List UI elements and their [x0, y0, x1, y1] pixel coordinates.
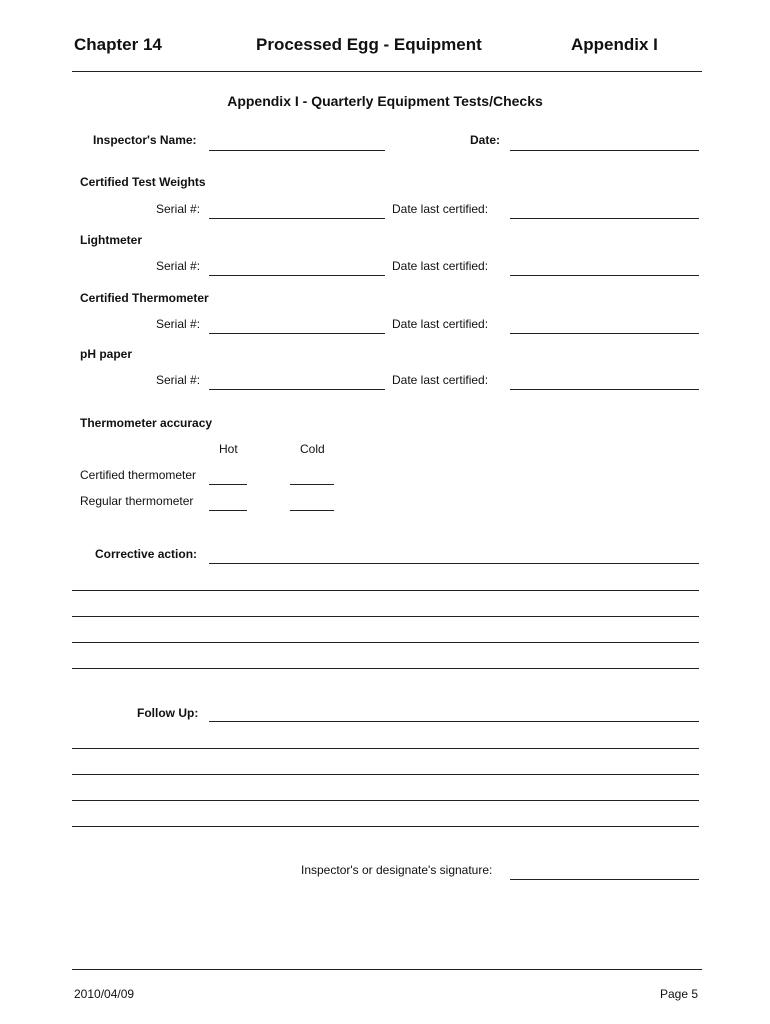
serial-label: Serial #:: [156, 317, 201, 331]
page-number: Page 5: [660, 987, 699, 1001]
follow-up-line[interactable]: [72, 800, 699, 801]
header-divider: [72, 71, 702, 72]
date-certified-field[interactable]: [510, 389, 699, 390]
cold-reading-field[interactable]: [290, 484, 334, 485]
equipment-name: Certified Thermometer: [80, 291, 209, 305]
follow-up-field[interactable]: [209, 721, 699, 722]
follow-up-line[interactable]: [72, 826, 699, 827]
date-certified-field[interactable]: [510, 333, 699, 334]
serial-label: Serial #:: [156, 373, 201, 387]
accuracy-row-label: Regular thermometer: [80, 494, 194, 508]
corrective-action-line[interactable]: [72, 590, 699, 591]
equipment-name: pH paper: [80, 347, 133, 361]
signature-label: Inspector's or designate's signature:: [301, 863, 493, 877]
follow-up-line[interactable]: [72, 748, 699, 749]
inspection-date-field[interactable]: [510, 150, 699, 151]
hot-column-header: Hot: [219, 442, 238, 456]
cold-reading-field[interactable]: [290, 510, 334, 511]
accuracy-row-label: Certified thermometer: [80, 468, 197, 482]
serial-label: Serial #:: [156, 202, 201, 216]
cold-column-header: Cold: [300, 442, 325, 456]
form-title: Appendix I - Quarterly Equipment Tests/Checks: [227, 93, 543, 109]
date-certified-label: Date last certified:: [392, 373, 489, 387]
serial-field[interactable]: [209, 389, 385, 390]
corrective-action-label: Corrective action:: [95, 547, 198, 561]
follow-up-line[interactable]: [72, 774, 699, 775]
equipment-name: Lightmeter: [80, 233, 143, 247]
hot-reading-field[interactable]: [209, 484, 247, 485]
equipment-name: Certified Test Weights: [80, 175, 206, 189]
appendix-label: Appendix I: [571, 35, 658, 54]
corrective-action-line[interactable]: [72, 668, 699, 669]
corrective-action-line[interactable]: [72, 642, 699, 643]
serial-field[interactable]: [209, 275, 385, 276]
inspector-name-label: Inspector's Name:: [93, 133, 197, 147]
corrective-action-line[interactable]: [72, 616, 699, 617]
date-certified-field[interactable]: [510, 218, 699, 219]
footer-divider: [72, 969, 702, 970]
serial-field[interactable]: [209, 218, 385, 219]
accuracy-heading: Thermometer accuracy: [80, 416, 213, 430]
hot-reading-field[interactable]: [209, 510, 247, 511]
date-certified-label: Date last certified:: [392, 259, 489, 273]
serial-field[interactable]: [209, 333, 385, 334]
serial-label: Serial #:: [156, 259, 201, 273]
date-certified-field[interactable]: [510, 275, 699, 276]
chapter-label: Chapter 14: [74, 35, 162, 54]
inspector-name-field[interactable]: [209, 150, 385, 151]
signature-field[interactable]: [510, 879, 699, 880]
inspection-date-label: Date:: [470, 133, 501, 147]
date-certified-label: Date last certified:: [392, 202, 489, 216]
document-title: Processed Egg - Equipment: [256, 35, 482, 54]
footer-date: 2010/04/09: [74, 987, 135, 1001]
date-certified-label: Date last certified:: [392, 317, 489, 331]
follow-up-label: Follow Up:: [137, 706, 199, 720]
corrective-action-field[interactable]: [209, 563, 699, 564]
